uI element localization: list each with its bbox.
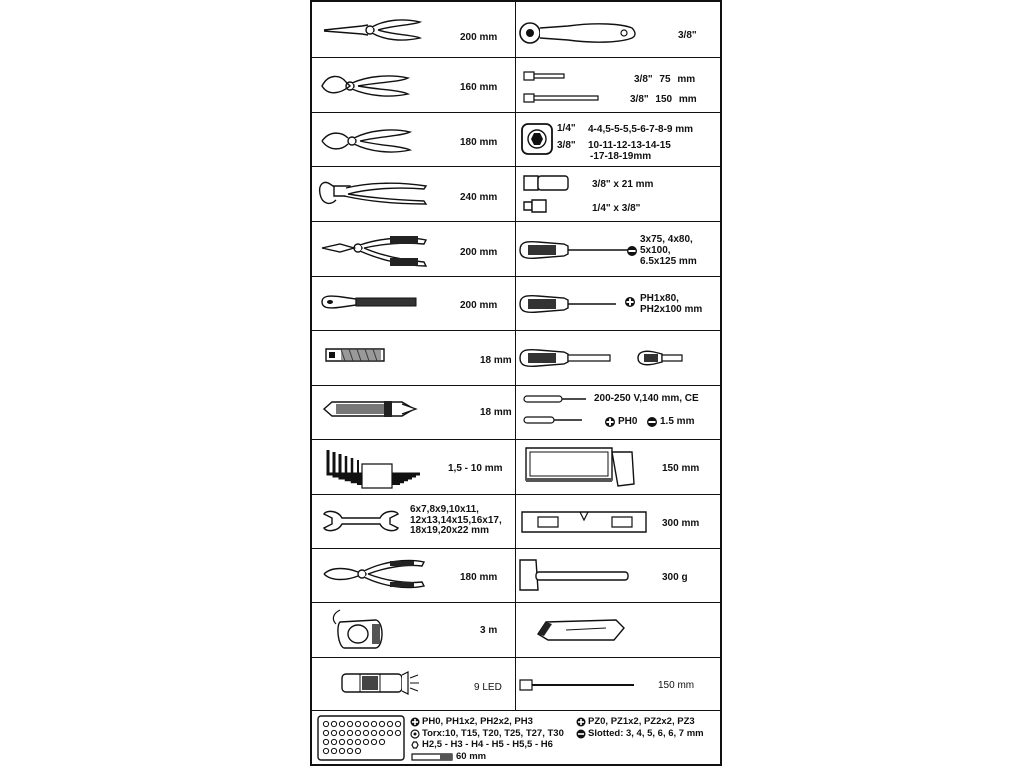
combination-plier-icon (320, 124, 412, 158)
row-divider (312, 330, 720, 331)
tape-measure-icon (330, 606, 386, 652)
right-row5-label (640, 234, 697, 267)
spirit-level-icon (520, 508, 648, 536)
cutter-icon (320, 68, 410, 104)
socket-size-2: 3/8" (557, 140, 576, 151)
right-row8c-label: 1.5 mm (660, 416, 695, 427)
left-row6-label: 200 mm (460, 300, 498, 311)
plier-icon (322, 16, 422, 44)
right-row8b-label: PH0 (618, 416, 638, 427)
slotted-screwdriver-icon (518, 238, 638, 262)
left-row8-label: 18 mm (480, 407, 512, 418)
spanner-size-line: 12x13,14x15,16x17, (410, 514, 502, 526)
phillips-symbol-icon (624, 296, 636, 308)
retractable-knife-icon (536, 614, 626, 644)
crimping-plier-icon (320, 230, 428, 272)
hex-key-icon (324, 446, 424, 490)
left-row9-label: 1,5 - 10 mm (448, 463, 503, 474)
socket-range-3: -17-18-19mm (590, 151, 652, 162)
left-row10-label (410, 505, 502, 537)
slotted-size-line: 5x100, (640, 245, 671, 256)
left-row2-label: 160 mm (460, 82, 498, 93)
hex-symbol-icon (410, 740, 420, 750)
phillips-bits: PH0, PH1x2, PH2x2, PH3 (422, 716, 533, 727)
adapter-icon (522, 174, 572, 216)
slotted-symbol-icon (646, 416, 658, 428)
row-divider (312, 276, 720, 277)
pozidriv-symbol-icon (576, 717, 586, 727)
slotted-size-line: 3x75, 4x80, (640, 234, 693, 245)
row-divider (312, 112, 720, 113)
row-divider (312, 221, 720, 222)
file-icon (320, 293, 418, 311)
row-divider (312, 166, 720, 167)
pozidriv-bits: PZ0, PZ1x2, PZ2x2, PZ3 (588, 716, 695, 727)
left-row3-label: 180 mm (460, 137, 498, 148)
left-row7-label: 18 mm (480, 355, 512, 366)
phillips-symbol-icon (410, 717, 420, 727)
right-row6-label (640, 293, 702, 315)
left-row1-label: 200 mm (460, 32, 498, 43)
ratchet-icon (518, 18, 636, 48)
row-divider (312, 657, 720, 658)
row-divider (312, 710, 720, 711)
left-row12-label: 3 m (480, 625, 498, 636)
spanner-size-line: 6x7,8x9,10x11, (410, 504, 479, 515)
stubby-screwdriver-icon (518, 346, 698, 370)
right-row11-label: 300 g (662, 572, 688, 583)
spanner-size-line: 18x19,20x22 mm (410, 525, 489, 536)
torx-bits: Torx:10, T15, T20, T25, T27, T30 (422, 728, 564, 739)
phillips-symbol-icon (604, 416, 616, 428)
right-row9-label: 150 mm (662, 463, 700, 474)
row-divider (312, 602, 720, 603)
extension-bar-icon (522, 70, 602, 104)
phillips-screwdriver-icon (518, 292, 618, 316)
right-row2a-label: 3/8" 75 mm (634, 74, 696, 85)
right-row8a-label: 200-250 V,140 mm, CE (594, 393, 699, 404)
bit-holder-icon (410, 752, 454, 762)
snips-icon (322, 556, 426, 592)
cable-tie-icon (518, 678, 636, 692)
right-row4b-label: 1/4" x 3/8" (592, 203, 641, 214)
socket-range-1: 4-4,5-5-5,5-6-7-8-9 mm (588, 124, 694, 135)
socket-range-2: 10-11-12-13-14-15 (588, 140, 671, 151)
left-row13-label: 9 LED (474, 682, 502, 693)
hacksaw-icon (522, 444, 638, 490)
blade-icon (325, 348, 385, 362)
right-row13-label: 150 mm (658, 680, 695, 691)
utility-knife-icon (322, 398, 418, 420)
hammer-icon (516, 558, 632, 598)
row-divider (312, 439, 720, 440)
right-row10-label: 300 mm (662, 518, 700, 529)
right-row1-label: 3/8" (678, 30, 697, 41)
slotted-bits: Slotted: 3, 4, 5, 6, 6, 7 mm (588, 728, 704, 739)
hex-bits: H2,5 - H3 - H4 - H5 - H5,5 - H6 (422, 739, 553, 750)
phillips-size-line: PH1x80, (640, 293, 679, 304)
slotted-symbol-icon (626, 245, 638, 257)
row-divider (312, 385, 720, 386)
row-divider (312, 494, 720, 495)
socket-icon (520, 122, 554, 156)
bit-set-icon (316, 714, 406, 764)
slotted-size-line: 6.5x125 mm (640, 256, 697, 267)
water-pump-plier-icon (316, 174, 428, 214)
voltage-tester-icon (522, 393, 588, 427)
slotted-symbol-icon (576, 729, 586, 739)
socket-size-1: 1/4" (557, 123, 576, 134)
left-row4-label: 240 mm (460, 192, 498, 203)
row-divider (312, 548, 720, 549)
spanner-icon (322, 510, 400, 532)
phillips-size-line: PH2x100 mm (640, 304, 703, 315)
column-divider (515, 0, 516, 710)
torx-symbol-icon (410, 729, 420, 739)
right-row2b-label: 3/8" 150 mm (630, 94, 697, 105)
right-row4a-label: 3/8" x 21 mm (592, 179, 654, 190)
row-divider (312, 57, 720, 58)
flashlight-icon (340, 670, 420, 696)
bit-holder-length: 60 mm (456, 751, 487, 762)
left-row5-label: 200 mm (460, 247, 498, 258)
left-row11-label: 180 mm (460, 572, 498, 583)
